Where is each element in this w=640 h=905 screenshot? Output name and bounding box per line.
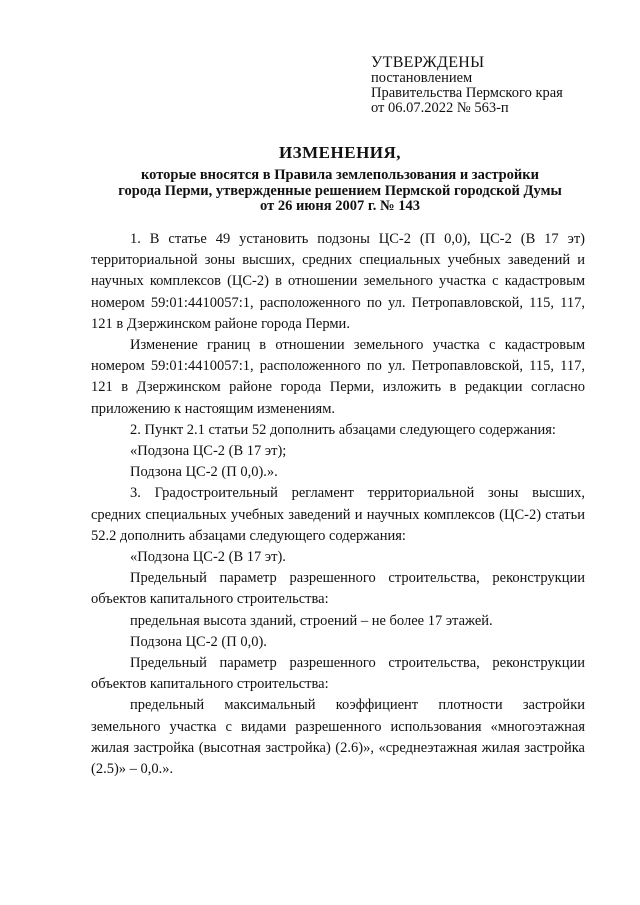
paragraph-parameter-2: Предельный параметр разрешенного строительства, реконструкции объектов капитального строительства: [91, 655, 585, 693]
subtitle-line-1: которые вносятся в Правила землепользования и застройки [141, 167, 539, 183]
approval-line-2: Правительства Пермского края [371, 85, 563, 101]
paragraph-subzone-p0: Подзона ЦС-2 (П 0,0).». [130, 464, 278, 481]
subtitle-line-2: города Перми, утвержденные решением Пермской городской Думы [118, 182, 562, 199]
approval-heading: УТВЕРЖДЕНЫ [371, 54, 485, 71]
paragraph-item-3: 3. Градостроительный регламент территориальной зоны высших, средних специальных учебных заведений и научных комплексов (ЦС-2) статьи 52.2 дополнить абзацами следующего содержания: [91, 485, 585, 544]
paragraph-parameter-1: Предельный параметр разрешенного строительства, реконструкции объектов капитального строительства: [91, 570, 585, 608]
paragraph-item-1: 1. В статье 49 установить подзоны ЦС-2 (П 0,0), ЦС-2 (В 17 эт) территориальной зоны высших, средних специальных учебных заведений и научных комплексов (ЦС-2) в отношении земельного участка с кадастровым номером 59:01:4410057:1, расположенного по ул. Петропавловской, 115, 117, 121 в Дзержинском районе города Перми. [91, 231, 585, 332]
paragraph-height-limit: предельная высота зданий, строений – не более 17 этажей. [130, 612, 493, 629]
paragraph-subzone-p0-heading: Подзона ЦС-2 (П 0,0). [130, 633, 267, 650]
document-title: ИЗМЕНЕНИЯ, [278, 143, 402, 162]
paragraph-subzone-v17: «Подзона ЦС-2 (В 17 эт); [130, 443, 287, 460]
paragraph-boundary-change: Изменение границ в отношении земельного участка с кадастровым номером 59:01:4410057:1, расположенного по ул. Петропавловской, 115, 117, 121 в Дзержинском районе города Перми, изложить в редакции согласно приложению к настоящим изменениям. [91, 337, 585, 417]
paragraph-item-2: 2. Пункт 2.1 статьи 52 дополнить абзацами следующего содержания: [130, 421, 556, 438]
approval-line-1: постановлением [371, 70, 473, 86]
approval-stamp [371, 54, 563, 116]
paragraph-subzone-v17-heading: «Подзона ЦС-2 (В 17 эт). [130, 549, 286, 566]
paragraph-density-limit: предельный максимальный коэффициент плотности застройки земельного участка с видами разрешенного использования «многоэтажная жилая застройка (высотная застройка) (2.6)», «среднеэтажная жилая застройка (2.5)» – 0,0.». [91, 697, 585, 778]
document-body [91, 229, 585, 780]
subtitle-line-3: от 26 июня 2007 г. № 143 [260, 198, 420, 214]
document-subtitle [90, 168, 590, 215]
approval-line-3: от 06.07.2022 № 563-п [371, 100, 509, 116]
